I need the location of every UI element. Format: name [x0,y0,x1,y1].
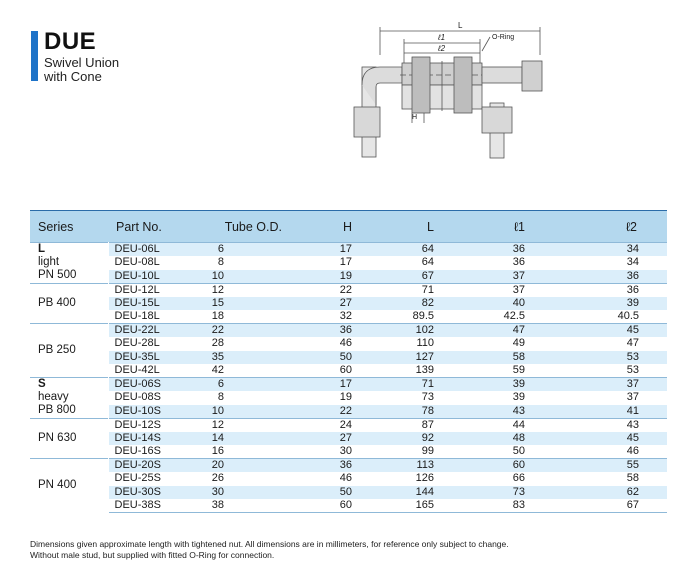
cell-part-no: DEU-35L [108,351,188,365]
col-header-part-no: Part No. [108,211,188,243]
table-body [30,243,667,513]
series-cell [30,418,108,459]
col-header-tube-od: Tube O.D. [188,211,310,243]
cell-l2: 53 [626,364,639,376]
cell-tube-od: 28 [211,337,224,350]
cell-part-no: DEU-12S [108,418,188,432]
cell-l1: 44 [477,418,560,432]
table-row [30,256,667,270]
cell-part-no: DEU-10L [108,270,188,284]
cell-h: 19 [310,270,382,284]
subtitle-line-1: Swivel Union [44,55,120,70]
series-pressure: PB 800 [38,404,76,417]
cell-l1: 59 [512,364,525,376]
cell-l: 64 [421,256,434,269]
cell-l2: 34 [626,256,639,269]
cell-part-no: DEU-25S [108,472,188,486]
dim-label-l2: ℓ2 [438,44,446,53]
table-row [30,432,667,446]
cell-h: 17 [339,256,352,269]
cell-tube-od: 20 [188,459,310,473]
cell-h: 19 [339,391,352,404]
cell-h: 24 [310,418,382,432]
col-header-l1: ℓ1 [477,211,560,243]
cell-l: 82 [382,297,477,311]
cell-l: 71 [382,378,477,392]
series-grade: S [38,378,46,391]
table-row [30,405,667,419]
cell-l1: 37 [477,270,560,284]
cell-part-no: DEU-16S [108,445,188,459]
cell-h: 30 [339,445,352,457]
cell-l: 102 [382,324,477,338]
cell-l: 64 [382,243,477,257]
cell-tube-od: 12 [188,283,310,297]
footnotes [30,539,509,561]
cell-l2: 39 [560,297,667,311]
cell-l: 113 [382,459,477,473]
cell-l: 87 [382,418,477,432]
cell-l: 139 [415,364,434,376]
cell-tube-od: 22 [188,324,310,338]
table-row [30,459,667,473]
cell-h: 46 [339,337,352,350]
cell-part-no: DEU-08L [108,256,188,270]
cell-l1: 48 [477,432,560,446]
brand-accent-bar [31,31,38,81]
cell-h: 22 [310,283,382,297]
cell-part-no: DEU-08S [108,391,188,405]
product-code: DUE [44,28,97,55]
cell-l: 89.5 [412,310,434,322]
col-header-h: H [310,211,382,243]
cell-l1: 60 [477,459,560,473]
cell-l1: 39 [512,391,525,404]
series-pressure: PB 250 [38,344,76,356]
cell-l: 92 [382,432,477,446]
cell-l2: 45 [560,432,667,446]
cell-tube-od: 16 [211,445,224,457]
cell-tube-od: 10 [188,270,310,284]
cell-part-no: DEU-18L [108,310,188,324]
footnote-line-2: Without male stud, but supplied with fitted O-Ring for connection. [30,550,275,560]
series-cell [30,243,108,284]
table-row [30,324,667,338]
cell-l: 78 [382,405,477,419]
cell-l1: 39 [477,378,560,392]
cell-tube-od: 10 [188,405,310,419]
table-row [30,378,667,392]
cell-part-no: DEU-12L [108,283,188,297]
series-grade: L [38,243,46,256]
cell-part-no: DEU-20S [108,459,188,473]
dimension-table-wrap [30,210,667,513]
cell-tube-od: 18 [211,310,224,322]
cell-tube-od: 6 [188,243,310,257]
cell-part-no: DEU-38S [108,499,188,513]
cell-part-no: DEU-42L [108,364,188,378]
cell-l: 126 [415,472,434,485]
cell-part-no: DEU-30S [108,486,188,500]
table-row [30,391,667,405]
dim-label-L: L [458,21,463,30]
cell-tube-od: 14 [188,432,310,446]
cell-part-no: DEU-14S [108,432,188,446]
table-row [30,283,667,297]
series-pressure: PN 630 [38,431,77,444]
cell-l1: 36 [512,256,525,269]
cell-l2: 40.5 [617,310,639,322]
cell-l2: 62 [560,486,667,500]
series-pressure: PN 500 [38,269,77,282]
cell-tube-od: 8 [217,256,224,269]
table-row [30,351,667,365]
series-cell [30,459,108,513]
col-header-l2: ℓ2 [560,211,667,243]
cell-l: 165 [382,499,477,513]
series-cell [30,283,108,324]
cell-l2: 55 [560,459,667,473]
cell-l1: 37 [477,283,560,297]
table-row [30,445,667,459]
dimension-table [30,210,667,513]
series-weight: light [38,256,60,269]
cell-part-no: DEU-10S [108,405,188,419]
cell-part-no: DEU-06S [108,378,188,392]
cell-l2: 58 [626,472,639,485]
table-row [30,486,667,500]
cell-l1: 73 [477,486,560,500]
cell-h: 60 [339,364,352,376]
table-row [30,418,667,432]
cell-tube-od: 6 [188,378,310,392]
cell-l: 73 [421,391,434,404]
cell-part-no: DEU-15L [108,297,188,311]
cell-h: 36 [310,459,382,473]
cell-h: 17 [310,378,382,392]
series-pressure: PB 400 [38,296,76,309]
cell-tube-od: 26 [211,472,224,485]
cell-l2: 34 [560,243,667,257]
table-header-row [30,211,667,243]
product-subtitle [44,56,119,84]
cell-tube-od: 12 [188,418,310,432]
cell-l: 110 [416,337,434,350]
col-header-series: Series [30,211,108,243]
cell-h: 17 [310,243,382,257]
subtitle-line-2: with Cone [44,69,102,84]
cell-l1: 40 [477,297,560,311]
table-row [30,499,667,513]
cell-h: 36 [310,324,382,338]
table-row [30,364,667,378]
cell-l: 127 [382,351,477,365]
cell-h: 50 [310,486,382,500]
cell-l2: 67 [560,499,667,513]
cell-l1: 49 [512,337,525,350]
cell-h: 46 [339,472,352,485]
cell-tube-od: 38 [188,499,310,513]
cell-l1: 50 [512,445,525,457]
cell-tube-od: 35 [188,351,310,365]
cell-h: 32 [339,310,352,322]
series-pressure: PN 400 [38,479,77,492]
table-row [30,337,667,351]
cell-l2: 45 [560,324,667,338]
cell-tube-od: 30 [188,486,310,500]
cell-l1: 47 [477,324,560,338]
cell-part-no: DEU-06L [108,243,188,257]
cell-l2: 36 [560,270,667,284]
cell-l: 67 [382,270,477,284]
table-row [30,243,667,257]
cell-l2: 41 [560,405,667,419]
cell-l: 144 [382,486,477,500]
cell-h: 27 [310,297,382,311]
cell-part-no: DEU-28L [108,337,188,351]
col-header-l: L [382,211,477,243]
dim-label-H: H [412,114,418,121]
o-ring-label: O-Ring [492,34,515,41]
series-cell [30,324,108,378]
cell-l: 71 [382,283,477,297]
table-row [30,297,667,311]
cell-l2: 43 [560,418,667,432]
cell-l2: 47 [626,337,639,350]
cell-l1: 66 [512,472,525,485]
cell-tube-od: 8 [217,391,224,404]
series-cell [30,378,108,419]
series-weight: heavy [38,391,69,404]
cell-h: 60 [310,499,382,513]
cell-h: 27 [310,432,382,446]
cell-l1: 42.5 [503,310,525,322]
cell-l: 99 [421,445,434,457]
dim-label-l1: ℓ1 [438,33,446,42]
cell-l1: 58 [477,351,560,365]
cell-l2: 53 [560,351,667,365]
footnote-line-1: Dimensions given approximate length with tightened nut. All dimensions are in millimeters, for reference only subject to change. [30,539,509,549]
cell-l2: 37 [626,391,639,404]
cell-tube-od: 42 [211,364,224,376]
cell-tube-od: 15 [188,297,310,311]
cell-part-no: DEU-22L [108,324,188,338]
cell-l2: 37 [560,378,667,392]
cell-h: 22 [310,405,382,419]
cell-l2: 46 [626,445,639,457]
cell-l1: 83 [477,499,560,513]
cell-l2: 36 [560,283,667,297]
cell-l1: 43 [477,405,560,419]
table-row [30,270,667,284]
cell-h: 50 [310,351,382,365]
cell-l1: 36 [477,243,560,257]
table-row [30,310,667,324]
table-row [30,472,667,486]
technical-drawing [340,15,570,165]
